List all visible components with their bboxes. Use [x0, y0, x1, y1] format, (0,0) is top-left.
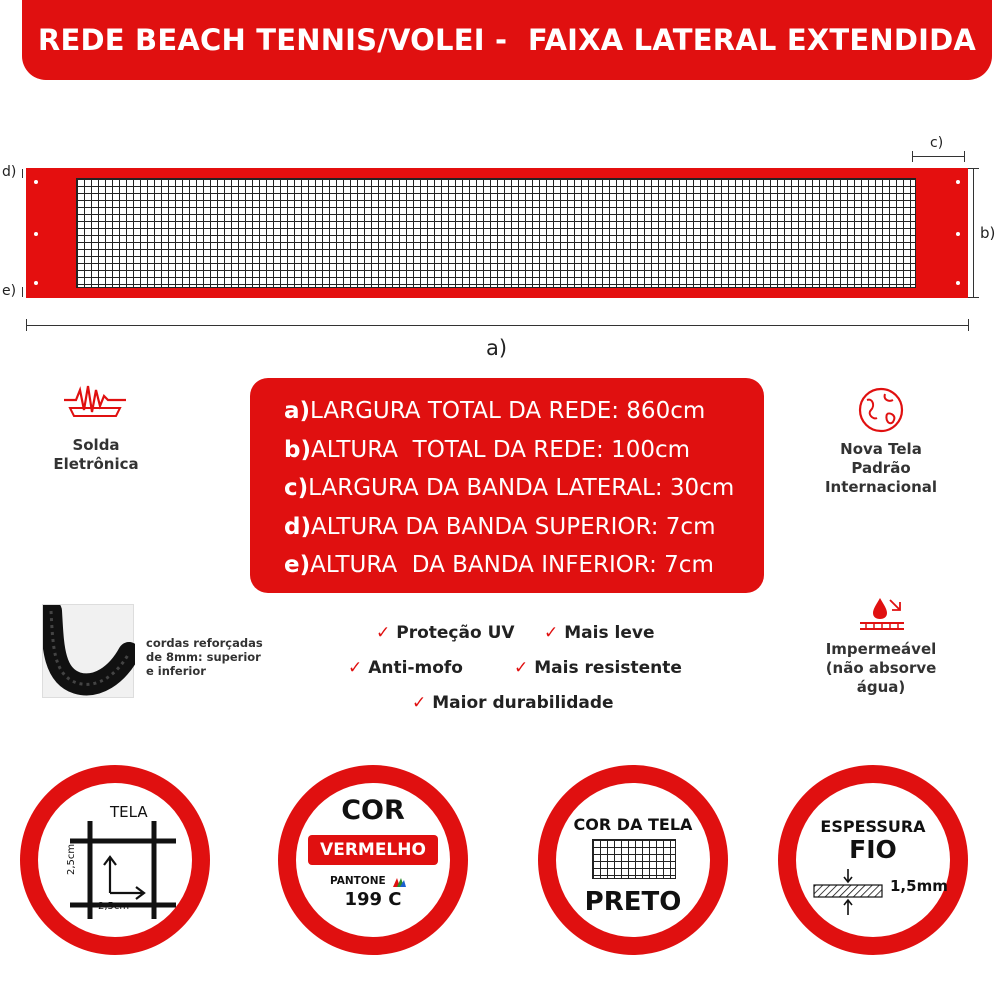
check-icon: ✓ — [412, 693, 427, 713]
spec-key: a) — [284, 398, 311, 424]
check-icon: ✓ — [348, 658, 363, 678]
dimension-label-e: e) — [2, 283, 17, 299]
dimension-tick — [968, 297, 979, 298]
badge-cor-pantone: PANTONE — [330, 875, 386, 887]
dimension-label-b: b) — [980, 224, 996, 242]
heat-wave-icon — [62, 380, 128, 420]
badge-cor-swatch: VERMELHO — [308, 835, 438, 865]
check-item — [514, 658, 682, 678]
dimension-label-a: a) — [486, 336, 508, 360]
spec-key: b) — [284, 436, 311, 463]
net-mesh — [76, 178, 916, 288]
grommet — [956, 281, 960, 285]
dimension-label-c: c) — [930, 135, 944, 151]
feature-impermeavel — [806, 640, 956, 697]
feature-solda-line2: Eletrônica — [53, 455, 139, 473]
grommet — [34, 180, 38, 184]
check-label: Mais leve — [564, 623, 655, 643]
feature-cordas — [146, 636, 276, 678]
feature-cordas-line2: de 8mm: superior — [146, 650, 261, 664]
grommet — [34, 281, 38, 285]
check-label: Maior durabilidade — [432, 693, 614, 713]
check-item — [348, 658, 463, 678]
badge-inner — [556, 783, 710, 937]
spec-key: c) — [284, 475, 309, 501]
spec-text: LARGURA DA BANDA LATERAL: 30cm — [308, 475, 735, 501]
feature-cordas-line3: e inferior — [146, 664, 206, 678]
dimension-tick — [26, 319, 27, 331]
feature-tela-line3: Internacional — [824, 478, 938, 496]
badge-tela-title: TELA — [110, 803, 148, 821]
title-banner — [22, 0, 992, 80]
badge-cor-tela — [538, 765, 728, 955]
dimension-line-a — [26, 325, 969, 326]
badge-espessura-title1: ESPESSURA — [820, 817, 926, 836]
feature-tela — [806, 440, 956, 497]
dimension-line-e — [22, 287, 23, 297]
spec-text: LARGURA TOTAL DA REDE: 860cm — [310, 398, 706, 424]
badge-espessura-value: 1,5mm — [890, 877, 948, 895]
badge-espessura — [778, 765, 968, 955]
grommet — [956, 232, 960, 236]
badge-cor-code: 199 C — [344, 889, 402, 910]
badge-cor-title: COR — [341, 795, 405, 826]
dimension-tick — [912, 151, 913, 162]
dimension-line-d — [22, 169, 23, 178]
globe-icon — [857, 386, 905, 434]
grommet — [956, 180, 960, 184]
spec-row — [284, 469, 764, 508]
dimension-line-c — [912, 156, 965, 157]
dimension-tick — [968, 319, 969, 331]
badge-inner — [296, 783, 450, 937]
badge-cor-tela-title: COR DA TELA — [573, 815, 693, 834]
dimension-line-b — [973, 168, 974, 298]
grommet — [34, 232, 38, 236]
badge-tela — [20, 765, 210, 955]
spec-row — [284, 546, 764, 585]
badge-inner — [796, 783, 950, 937]
dimension-tick — [968, 168, 979, 169]
spec-row — [284, 431, 764, 470]
check-item — [544, 623, 654, 643]
feature-tela-line2: Padrão — [851, 459, 911, 477]
pantone-swatch-icon — [392, 873, 406, 885]
check-item — [412, 693, 614, 713]
check-icon: ✓ — [376, 623, 391, 643]
feature-tela-line1: Nova Tela — [840, 440, 922, 458]
check-label: Mais resistente — [534, 658, 682, 678]
feature-impermeavel-line1: Impermeável — [825, 640, 937, 658]
check-item — [376, 623, 515, 643]
badge-tela-side: 2,5cm — [66, 843, 77, 875]
spec-row — [284, 392, 764, 431]
spec-key: d) — [284, 513, 311, 540]
feature-solda-line1: Solda — [72, 436, 120, 454]
page-title: REDE BEACH TENNIS/VOLEI - FAIXA LATERAL EXTENDIDA — [37, 23, 977, 57]
check-icon: ✓ — [544, 623, 559, 643]
spec-text: ALTURA DA BANDA SUPERIOR: 7cm — [310, 513, 716, 540]
wire-thickness-icon — [812, 867, 884, 917]
check-icon: ✓ — [514, 658, 529, 678]
spec-row — [284, 508, 764, 547]
spec-text: ALTURA DA BANDA INFERIOR: 7cm — [310, 552, 714, 578]
dimension-tick — [964, 151, 965, 162]
specifications-panel — [250, 378, 764, 593]
feature-cordas-line1: cordas reforçadas — [146, 636, 263, 650]
badge-inner — [38, 783, 192, 937]
badge-tela-bottom: 2,5cm — [98, 901, 130, 912]
feature-solda — [40, 436, 152, 474]
rope-image — [42, 604, 134, 698]
feature-impermeavel-line3: água) — [856, 678, 906, 696]
check-label: Proteção UV — [396, 623, 515, 643]
badge-espessura-title2: FIO — [849, 835, 897, 864]
mesh-sample-icon — [592, 839, 676, 879]
spec-key: e) — [284, 552, 311, 578]
dimension-label-d: d) — [2, 164, 17, 180]
badge-cor — [278, 765, 468, 955]
feature-impermeavel-line2: (não absorve — [825, 659, 937, 677]
badge-cor-tela-value: PRETO — [584, 887, 682, 917]
spec-text: ALTURA TOTAL DA REDE: 100cm — [310, 436, 691, 463]
water-drop-icon — [856, 596, 908, 632]
check-label: Anti-mofo — [368, 658, 463, 678]
